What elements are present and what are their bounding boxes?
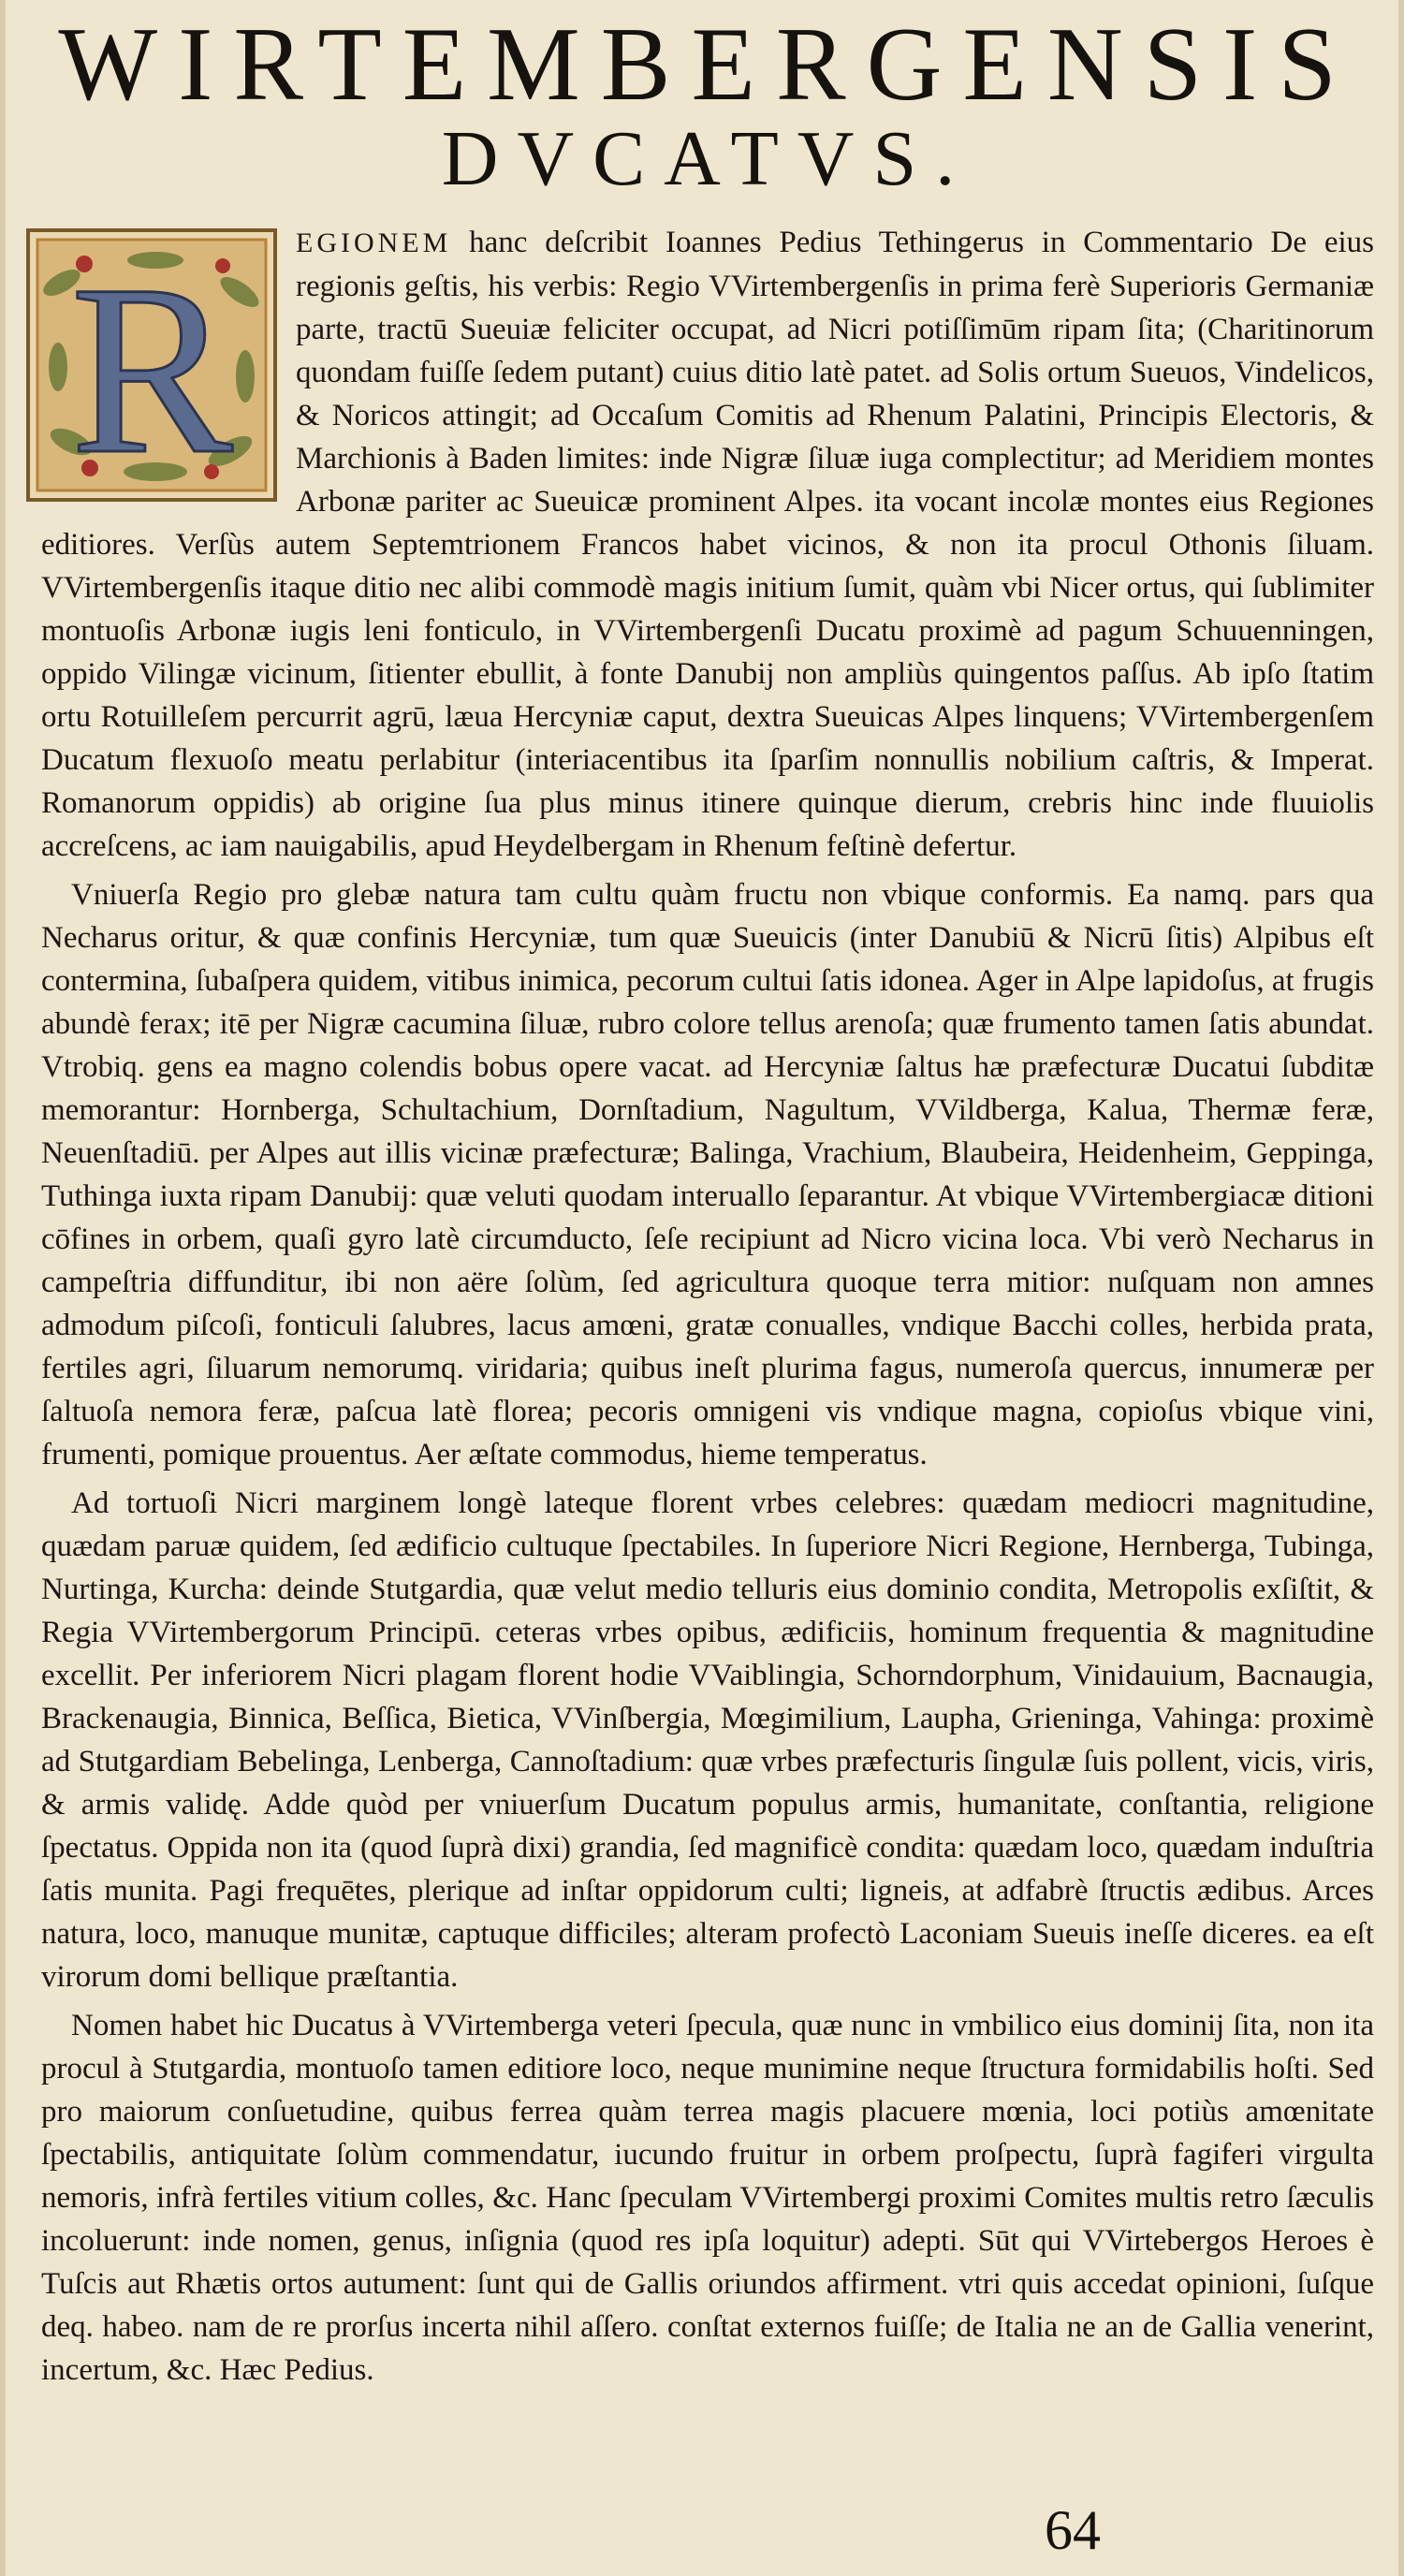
page-number: 64 [1045, 2499, 1101, 2561]
page-subtitle: DVCATVS. [441, 115, 974, 202]
body-text [41, 221, 1374, 2392]
ornate-initial-icon [24, 227, 279, 504]
paragraph-2: Vniuerſa Regio pro glebæ natura tam cultu quàm fructu non vbique conformis. Ea namq. pars qua Necharus oritur, & quæ confinis Hercyniæ, tum quæ Sueuicis (inter Danubiū & Nicrū ſitis) Alpibus eſt contermina, ſubaſpera quidem, vitibus inimica, pecorum cultui ſatis idonea. Ager in Alpe lapidoſus, at frugis abundè ferax; itē per Nigræ cacumina ſiluæ, rubro colore tellus arenoſa; quæ frumento tamen ſatis abundat. Vtrobiq. gens ea magno colendis bobus opere vacat. ad Hercyniæ ſaltus hæ præfecturæ Ducatui ſubditæ memorantur: Hornberga, Schultachium, Dornſtadium, Nagultum, VVildberga, Kalua, Thermæ feræ, Neuenſtadiū. per Alpes aut illis vicinæ præfecturæ; Balinga, Vrachium, Blaubeira, Heidenheim, Geppinga, Tuthinga iuxta ripam Danubij: quæ veluti quodam interuallo ſeparantur. At vbique VVirtembergiacæ ditioni cōfines in orbem, quaſi gyro latè circumducto, ſeſe recipiunt ad Nicro vicina loca. Vbi verò Necharus in campeſtria diffunditur, ibi non aëre ſolùm, ſed agricultura quoque terra mitior: nuſquam non amnes admodum piſcoſi, fonticuli ſalubres, lacus amœni, gratæ conualles, vndique Bacchi colles, herbida prata, fertiles agri, ſiluarum nemorumq. viridaria; quibus ineſt plurima fagus, numeroſa quercus, innumeræ per ſaltuoſa nemora feræ, paſcua latè florea; pecoris omnigeni vis vndique magna, copioſus vbique vini, frumenti, pomique prouentus. Aer æſtate commodus, hieme temperatus. [41, 878, 1374, 1471]
page-title: WIRTEMBERGENSIS [58, 7, 1357, 123]
paragraph-3: Ad tortuoſi Nicri marginem longè lateque florent vrbes celebres: quædam mediocri magnitudine, quædam paruæ quidem, ſed ædificio cultuque ſpectabiles. In ſuperiore Nicri Regione, Hernberga, Tubinga, Nurtinga, Kurcha: deinde Stutgardia, quæ velut medio telluris eius dominio condita, Metropolis exſiſtit, & Regia VVirtembergorum Principū. ceteras vrbes opibus, ædificiis, hominum frequentia & magnitudine excellit. Per inferiorem Nicri plagam florent hodie VVaiblingia, Schorndorphum, Vinidauium, Bacnaugia, Brackenaugia, Binnica, Beſſica, Bietica, VVinſbergia, Mœgimilium, Laupha, Grieninga, Vahinga: proximè ad Stutgardiam Bebelinga, Lenberga, Cannoſtadium: quæ vrbes præfecturis ſingulæ ſuis pollent, vicis, viris, & armis validę. Adde quòd per vniuerſum Ducatum populus armis, humanitate, conſtantia, religione ſpectatus. Oppida non ita (quod ſuprà dixi) grandia, ſed magnificè condita: quædam loco, quædam induſtria ſatis munita. Pagi frequētes, plerique ad inſtar oppidorum culti; ligneis, at adfabrè ſtructis ædibus. Arces natura, loco, manuque munitæ, captuque difficiles; alteram profectò Laconiam Sueuis ineſſe diceres. ea eſt virorum domi bellique præſtantia. [41, 1486, 1374, 1994]
paragraph-lead-word: EGIONEM [296, 227, 452, 258]
dropcap-initial [24, 227, 279, 504]
dropcap-letter: R [70, 235, 233, 504]
paragraph-1-text: hanc deſcribit Ioannes Pedius Tethingerus in Commentario De eius regionis geſtis, his verbis: Regio VVirtembergenſis in prima ferè Superioris Germaniæ parte, tractū Sueuiæ feliciter occupat, ad Nicri potiſſimūm ripam ſita; (Charitinorum quondam fuiſſe ſedem putant) cuius ditio latè patet. ad Solis ortum Sueuos, Vindelicos, & Noricos attingit; ad Occaſum Comitis ad Rhenum Palatini, Principis Electoris, & Marchionis à Baden limites: inde Nigræ ſiluæ iuga complectitur; ad Meridiem montes Arbonæ pariter ac Sueuicæ prominent Alpes. ita vocant incolæ montes eius Regiones editiores. Verſùs autem Septemtrionem Francos habet vicinos, & non ita procul Othonis ſiluam. VVirtembergenſis itaque ditio nec alibi commodè magis initium ſumit, quàm vbi Nicer ortus, qui ſublimiter montuoſis Arbonæ iugis leni fonticulo, in VVirtembergenſi Ducatu proximè ad pagum Schuuenningen, oppido Vilingæ vicinum, ſitienter ebullit, à fonte Danubij non ampliùs quingentos paſſus. Ab ipſo ſtatim ortu Rotuilleſem percurrit agrū, læua Hercyniæ caput, dextra Sueuicas Alpes linquens; VVirtembergenſem Ducatum flexuoſo meatu perlabitur (interiacentibus ita ſparſim nonnullis nobilium caſtris, & Imperat. Romanorum oppidis) ab origine ſua plus minus itinere quinque dierum, crebris hinc inde fluuiolis accreſcens, ac iam nauigabilis, apud Heydelbergam in Rhenum feſtinè defertur. [41, 226, 1374, 863]
paragraph-1 [41, 221, 1374, 868]
paragraph-4: Nomen habet hic Ducatus à VVirtemberga veteri ſpecula, quæ nunc in vmbilico eius dominij ſita, non ita procul à Stutgardia, montuoſo tamen editiore loco, neque munimine neque ſtructura formidabilis hoſti. Sed pro maiorum conſuetudine, quibus ferrea quàm terrea magis placuere mœnia, loci potiùs amœnitate ſpectabilis, antiquitate ſolùm commendatur, iucundo fruitur in orbem proſpectu, ſuprà fagiferi virgulta nemoris, infrà fertiles vitium colles, &c. Hanc ſpeculam VVirtembergi proximi Comites multis retro ſæculis incoluerunt: inde nomen, genus, inſignia (quod res ipſa loquitur) adepti. Sūt qui VVirtebergos Heroes è Tuſcis aut Rhætis ortos autument: ſunt qui de Gallis oriundos affirment. vtri quis accedat opinioni, ſuſque deq. habeo. nam de re prorſus incerta nihil aſſero. conſtat externos fuiſſe; de Italia ne an de Gallia venerint, incertum, &c. Hæc Pedius. [41, 2009, 1374, 2387]
